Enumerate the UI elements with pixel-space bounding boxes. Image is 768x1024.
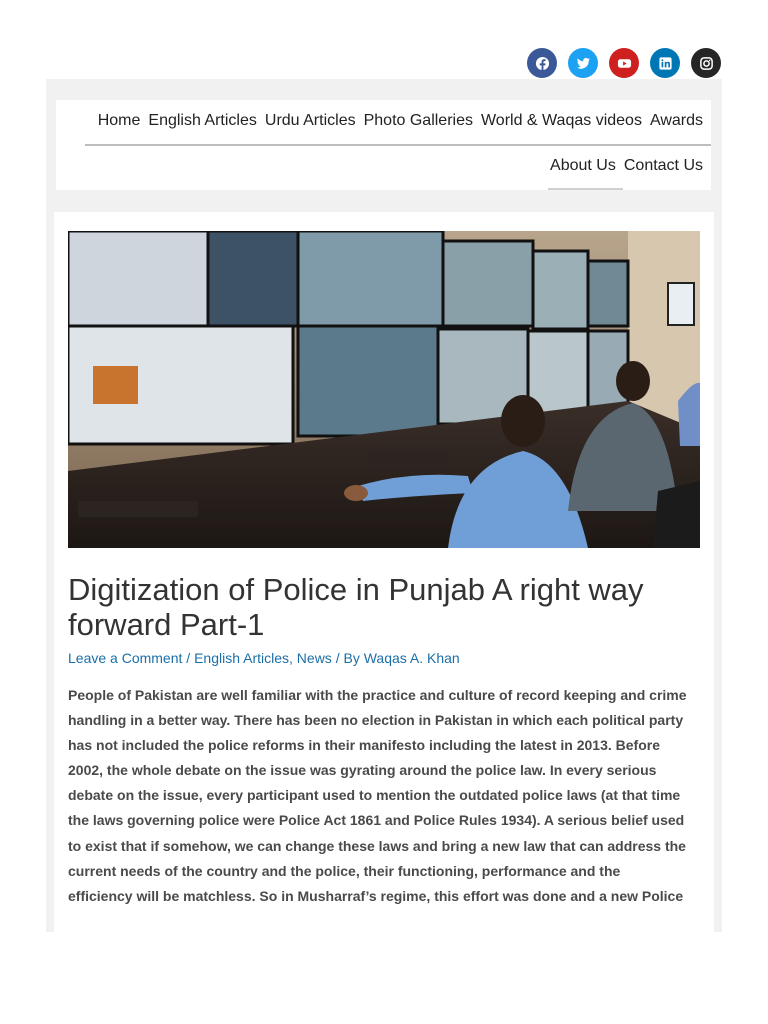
- article-body-line: current needs of the country and the police, their functioning, performance and the: [68, 862, 621, 879]
- article-featured-image[interactable]: [68, 231, 700, 548]
- nav-divider: [85, 144, 711, 146]
- leave-comment-link[interactable]: Leave a Comment: [68, 650, 183, 666]
- youtube-icon[interactable]: [609, 48, 639, 78]
- article-title: Digitization of Police in Punjab A right way forward Part-1: [68, 572, 644, 642]
- facebook-icon[interactable]: [527, 48, 557, 78]
- nav-world-waqas-videos[interactable]: World & Waqas videos: [480, 112, 642, 129]
- twitter-icon[interactable]: [568, 48, 598, 78]
- nav-home[interactable]: Home: [97, 112, 141, 129]
- nav-row-primary: [94, 111, 707, 131]
- article-body-line: efficiency will be matchless. So in Musharraf’s regime, this effort was done and a new Police: [68, 887, 684, 904]
- nav-english-articles[interactable]: English Articles: [148, 112, 257, 129]
- main-navigation: [56, 100, 711, 190]
- linkedin-icon[interactable]: [650, 48, 680, 78]
- nav-urdu-articles[interactable]: Urdu Articles: [264, 112, 356, 129]
- article-body-line: debate on the issue, every participant used to mention the outdated police laws (at that time: [68, 787, 681, 804]
- category-news-link[interactable]: News: [296, 650, 332, 666]
- article-body-line: the laws governing police were Police Act 1861 and Police Rules 1934). A serious belief used: [68, 812, 685, 829]
- category-english-articles-link[interactable]: English Articles: [194, 650, 290, 666]
- instagram-icon[interactable]: [691, 48, 721, 78]
- meta-comma: ,: [289, 650, 297, 666]
- article-body-line: handling in a better way. There has been no election in Pakistan in which each political party: [68, 712, 684, 729]
- nav-about-us[interactable]: About Us: [550, 157, 616, 174]
- author-link[interactable]: Waqas A. Khan: [363, 650, 460, 666]
- nav-photo-galleries[interactable]: Photo Galleries: [363, 112, 473, 129]
- article-body: [68, 683, 698, 909]
- meta-by: / By: [331, 650, 364, 666]
- article-body-line: 2002, the whole debate on the issue was gyrating around the police law. In every serious: [68, 762, 657, 779]
- nav-awards[interactable]: Awards: [649, 112, 703, 129]
- social-links: [527, 48, 721, 78]
- article-body-line: has not included the police reforms in their manifesto including the latest in 2013. Before: [68, 737, 660, 754]
- meta-separator: /: [182, 650, 195, 666]
- nav-row-secondary: [546, 156, 707, 176]
- article-body-line: People of Pakistan are well familiar with the practice and culture of record keeping and crime: [68, 687, 687, 703]
- nav-contact-us[interactable]: Contact Us: [623, 157, 703, 174]
- nav-active-underline: [548, 188, 623, 190]
- article-meta: [68, 650, 460, 666]
- article-body-line: to exist that if somehow, we can change these laws and bring a new law that can address the: [68, 837, 686, 854]
